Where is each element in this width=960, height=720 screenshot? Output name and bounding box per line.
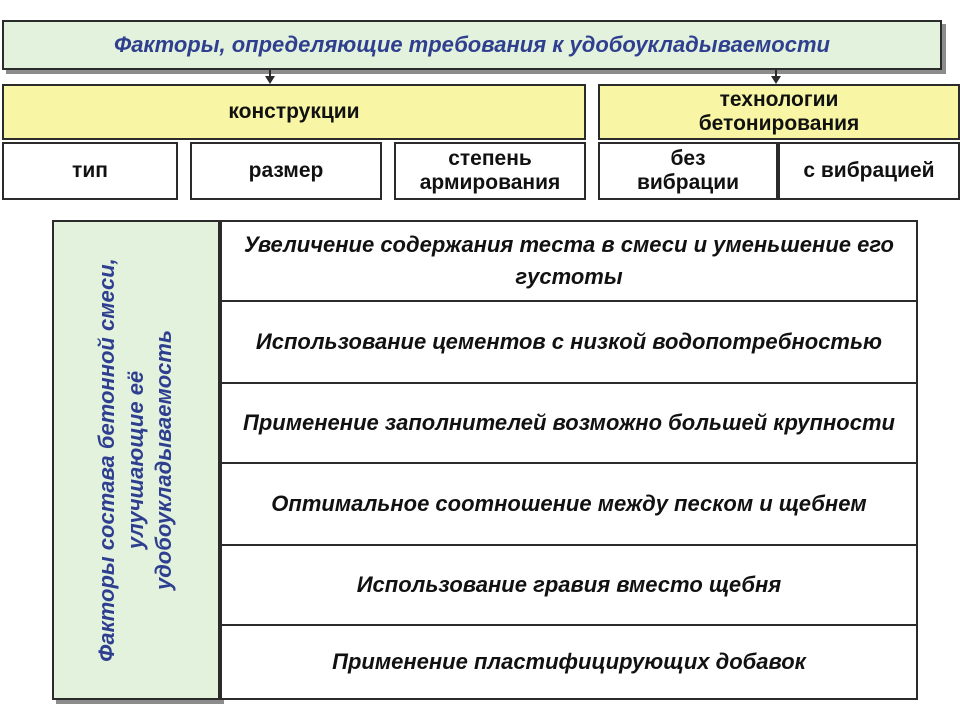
composition-item: Применение пластифицирующих добавок: [220, 624, 918, 700]
construction-item-size: размер: [190, 142, 382, 200]
construction-header: конструкции: [2, 84, 586, 140]
construction-item-type: тип: [2, 142, 178, 200]
composition-item: Применение заполнителей возможно большей крупности: [220, 382, 918, 464]
composition-item: Оптимальное соотношение между песком и щебнем: [220, 462, 918, 546]
diagram-title: Факторы, определяющие требования к удобоукладываемости: [2, 20, 942, 70]
composition-item: Использование цементов с низкой водопотребностью: [220, 300, 918, 384]
technology-item-no-vibration: без вибрации: [598, 142, 778, 200]
composition-item: Использование гравия вместо щебня: [220, 544, 918, 626]
composition-item: Увеличение содержания теста в смеси и уменьшение его густоты: [220, 220, 918, 302]
composition-label-box: [52, 220, 220, 700]
arrow-head-construction: [265, 76, 275, 84]
composition-label: Факторы состава бетонной смеси, улучшающие её удобоукладываемость: [94, 258, 177, 662]
technology-header: технологии бетонирования: [598, 84, 960, 140]
construction-item-reinforcement: степень армирования: [394, 142, 586, 200]
arrow-head-technology: [771, 76, 781, 84]
technology-item-vibration: с вибрацией: [778, 142, 960, 200]
